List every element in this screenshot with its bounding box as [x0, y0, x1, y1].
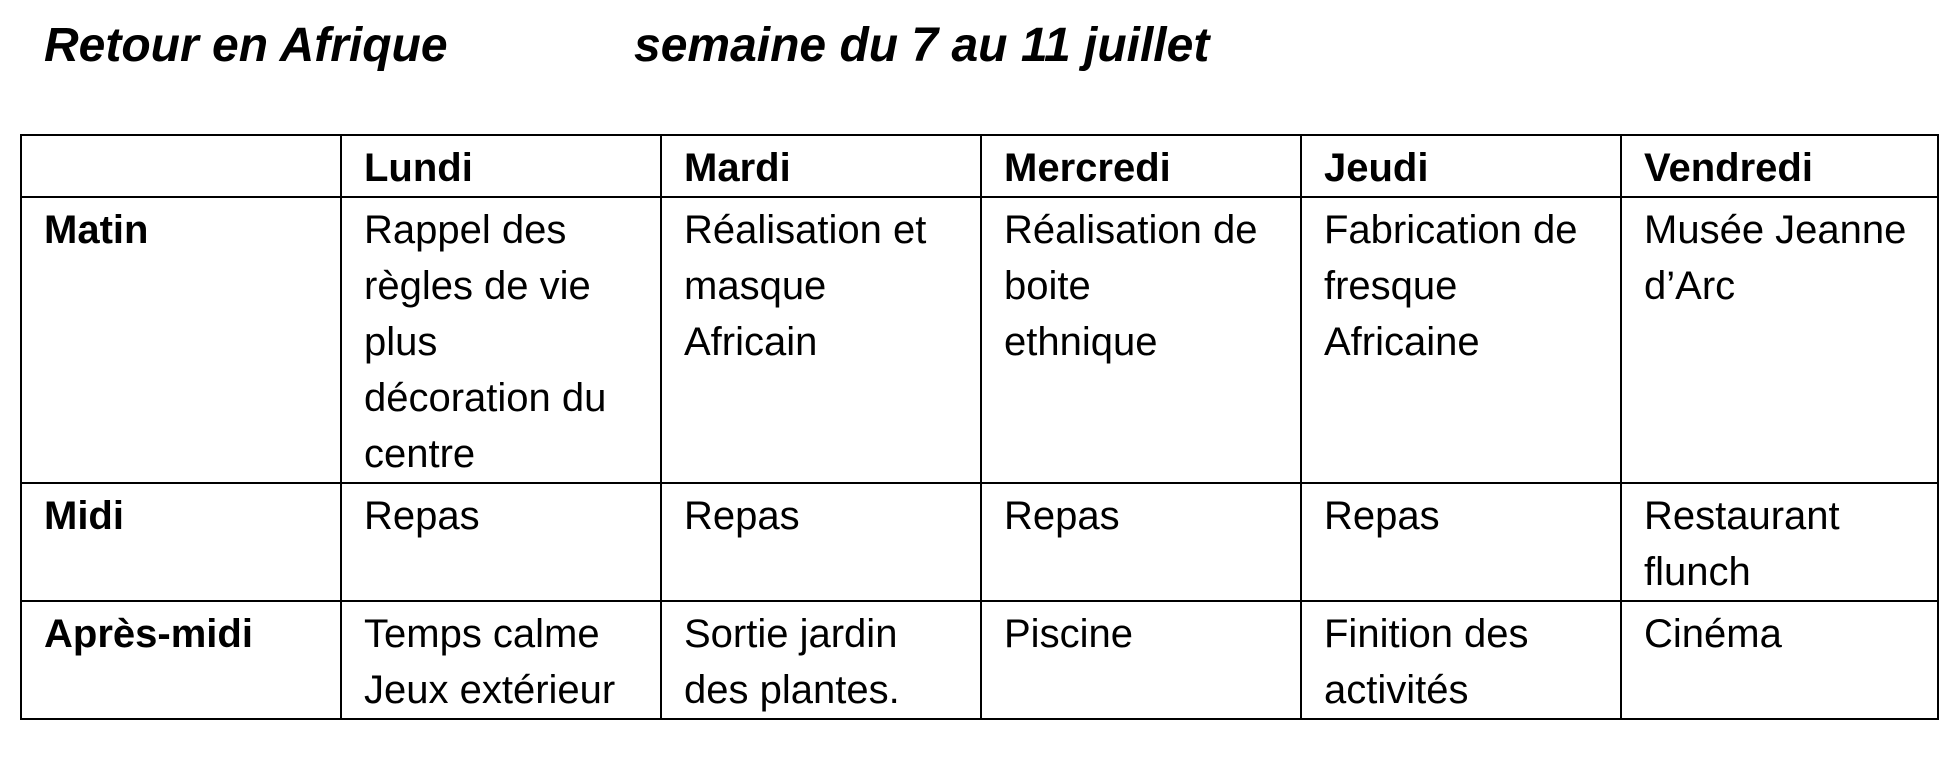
- cell-text-line: Repas: [1324, 494, 1440, 538]
- document-title: [44, 14, 1210, 78]
- cell-text-line: Réalisation de: [1004, 208, 1258, 252]
- cell-text-line: Repas: [684, 494, 800, 538]
- cell-text-line: Piscine: [1004, 612, 1133, 656]
- cell-text-line: décoration du: [364, 376, 607, 420]
- table-row-matin: [21, 197, 1938, 483]
- cell-apres-midi-lundi: [341, 601, 661, 719]
- cell-text-line: Repas: [364, 494, 480, 538]
- cell-text-line: boite: [1004, 264, 1091, 308]
- cell-text-line: Musée Jeanne: [1644, 208, 1907, 252]
- table-row-apres-midi: [21, 601, 1938, 719]
- cell-text-line: des plantes.: [684, 668, 900, 712]
- day-header-jeudi: Jeudi: [1301, 135, 1621, 197]
- cell-text-line: activités: [1324, 668, 1469, 712]
- cell-text-line: plus: [364, 320, 438, 364]
- cell-text-line: masque: [684, 264, 827, 308]
- cell-matin-lundi: [341, 197, 661, 483]
- cell-text-line: fresque: [1324, 264, 1458, 308]
- cell-apres-midi-mercredi: [981, 601, 1301, 719]
- cell-apres-midi-mardi: [661, 601, 981, 719]
- cell-text-line: Temps calme: [364, 612, 600, 656]
- title-text: Retour en Afrique: [44, 19, 448, 72]
- cell-text-line: Rappel des: [364, 208, 567, 252]
- cell-text-line: Finition des: [1324, 612, 1529, 656]
- cell-text-line: flunch: [1644, 550, 1751, 594]
- cell-text-line: Africaine: [1324, 320, 1480, 364]
- cell-apres-midi-jeudi: [1301, 601, 1621, 719]
- cell-matin-vendredi: [1621, 197, 1938, 483]
- cell-text-line: Sortie jardin: [684, 612, 898, 656]
- cell-text-line: Repas: [1004, 494, 1120, 538]
- day-header-lundi: Lundi: [341, 135, 661, 197]
- row-label-midi: Midi: [21, 483, 341, 601]
- header-row: [21, 135, 1938, 197]
- table-row-midi: [21, 483, 1938, 601]
- cell-text-line: Africain: [684, 320, 818, 364]
- cell-text-line: Jeux extérieur: [364, 668, 616, 712]
- cell-text-line: centre: [364, 432, 476, 476]
- cell-midi-jeudi: [1301, 483, 1621, 601]
- cell-text-line: ethnique: [1004, 320, 1158, 364]
- row-label-matin: Matin: [21, 197, 341, 483]
- schedule-table: [20, 134, 1939, 720]
- day-header-mardi: Mardi: [661, 135, 981, 197]
- cell-text-line: règles de vie: [364, 264, 591, 308]
- day-header-vendredi: Vendredi: [1621, 135, 1938, 197]
- cell-text-line: Restaurant: [1644, 494, 1840, 538]
- cell-matin-jeudi: [1301, 197, 1621, 483]
- week-subtitle: semaine du 7 au 11 juillet: [634, 19, 1210, 72]
- cell-midi-vendredi: [1621, 483, 1938, 601]
- cell-midi-mardi: [661, 483, 981, 601]
- cell-midi-lundi: [341, 483, 661, 601]
- cell-text-line: Réalisation et: [684, 208, 927, 252]
- cell-text-line: Fabrication de: [1324, 208, 1578, 252]
- cell-text-line: d’Arc: [1644, 264, 1736, 308]
- corner-cell: [21, 135, 341, 197]
- day-header-mercredi: Mercredi: [981, 135, 1301, 197]
- cell-midi-mercredi: [981, 483, 1301, 601]
- cell-matin-mardi: [661, 197, 981, 483]
- row-label-apres-midi: Après-midi: [21, 601, 341, 719]
- cell-matin-mercredi: [981, 197, 1301, 483]
- cell-text-line: Cinéma: [1644, 612, 1782, 656]
- cell-apres-midi-vendredi: [1621, 601, 1938, 719]
